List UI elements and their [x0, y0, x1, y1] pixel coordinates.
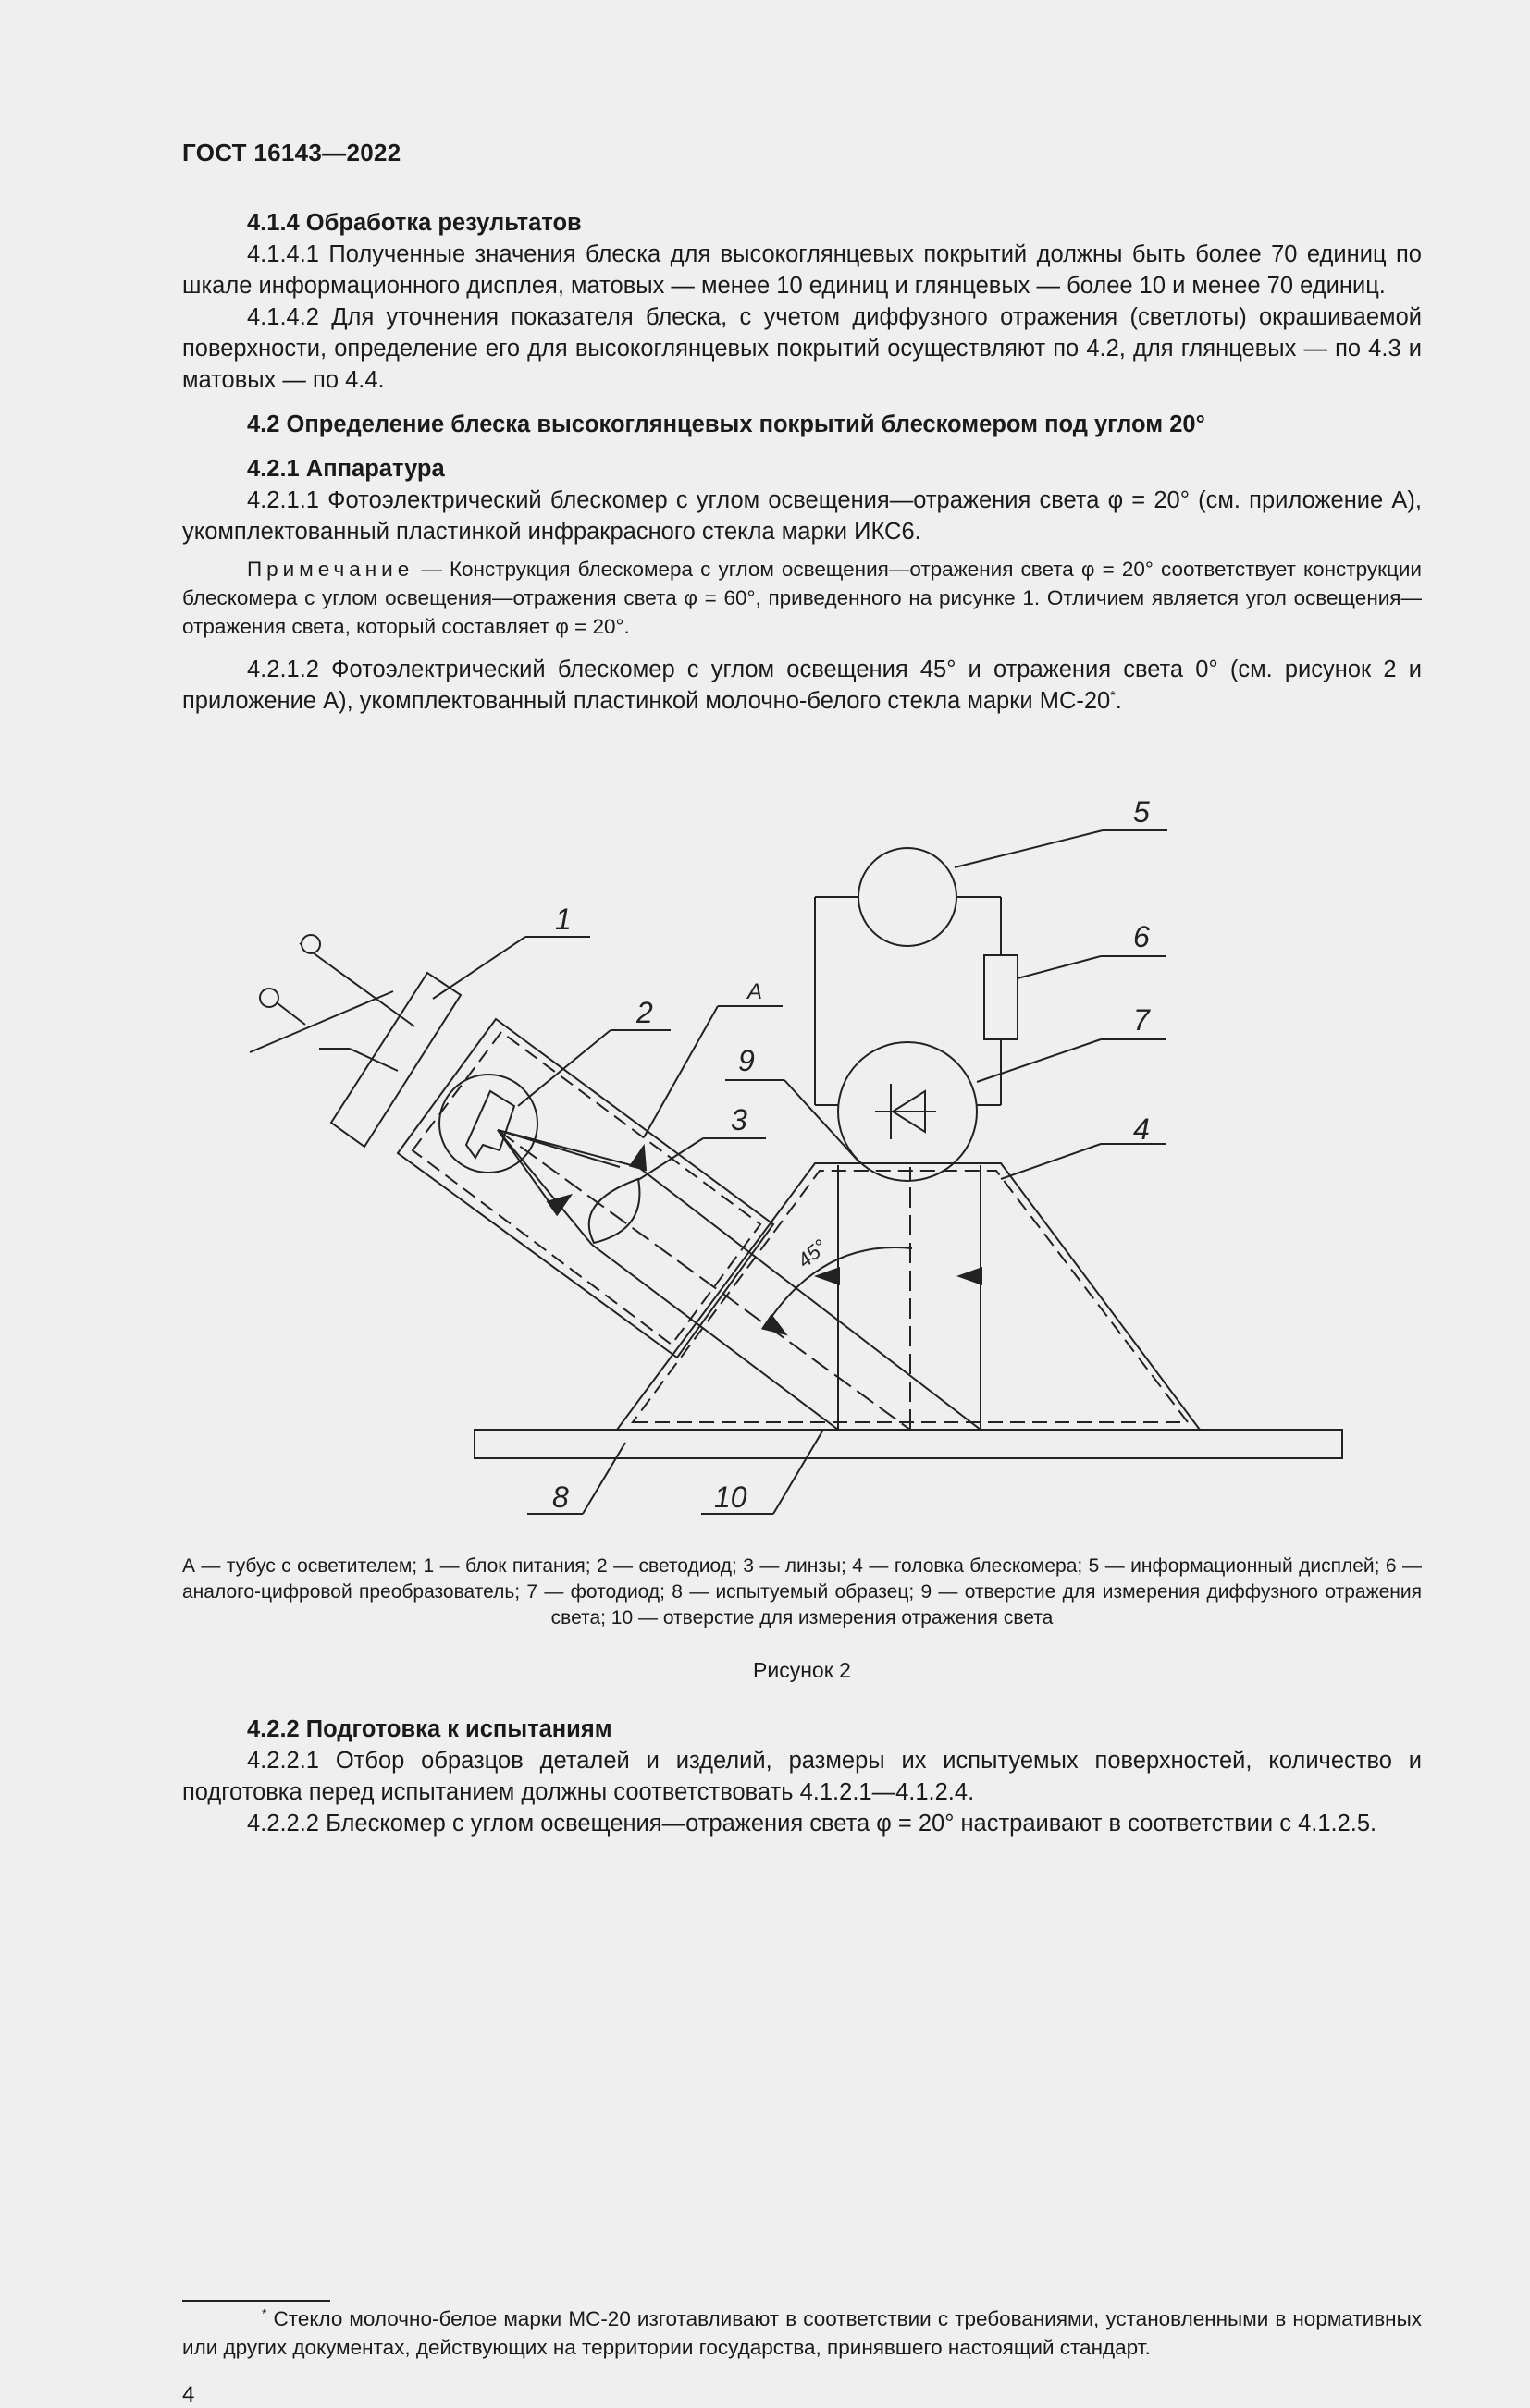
figure-label: 4 — [1133, 1112, 1150, 1146]
footnote-divider — [182, 2300, 330, 2302]
footnote-mark: * — [262, 2305, 267, 2321]
angle-label: 45° — [793, 1235, 832, 1272]
paragraph-4-2-2-2: 4.2.2.2 Блескомер с углом освещения—отражения света φ = 20° настраивают в соответствии с 4.1.2.5. — [247, 1811, 1377, 1837]
note-text: — Конструкция блескомера с углом освещения—отражения света φ = 20° соответствует конструкции блескомера с углом освещения—отражения света φ = 60°, приведенного на рисунке 1. Отличием является угол освещения—отражения света, который составляет φ = 20°. — [182, 558, 1422, 638]
spacer — [182, 440, 1422, 453]
spacer — [182, 396, 1422, 409]
paragraph-4-2-2-1: 4.2.2.1 Отбор образцов деталей и изделий, размеры их испытуемых поверхностей, количество и подготовка перед испытанием должны соответствовать 4.1.2.1—4.1.2.4. — [182, 1748, 1422, 1805]
figure-label: 7 — [1133, 1003, 1150, 1037]
lens — [589, 1179, 640, 1243]
adc-block — [984, 955, 1018, 1039]
figure-legend: А — тубус с осветителем; 1 — блок питания; 2 — светодиод; 3 — линзы; 4 — головка блескомера; 5 — информационный дисплей; 6 — аналого-цифровой преобразователь; 7 — фотодиод; 8 — испытуемый образец; 9 — отверстие для измерения диффузного отражения света; 10 — отверстие для измерения отражения света — [182, 1555, 1422, 1628]
terminal-icon — [302, 935, 320, 953]
footnote-text: Стекло молочно-белое марки МС-20 изготавливают в соответствии с требованиями, установленными в нормативных или других документах, действующих на территории государства, принявшего настоящий стандарт. — [182, 2307, 1422, 2359]
heading-4-2-2: 4.2.2 Подготовка к испытаниям — [247, 1716, 612, 1742]
main-text — [182, 207, 1422, 717]
page-number: 4 — [182, 2382, 195, 2407]
led-icon — [466, 1091, 514, 1158]
paragraph-4-1-4-2: 4.1.4.2 Для уточнения показателя блеска, с учетом диффузного отражения (светлоты) окрашиваемой поверхности, определение его для высокоглянцевых покрытий осуществляют по 4.2, для глянцевых — по 4.3 и матовых — по 4.4. — [182, 304, 1422, 393]
led-circle — [439, 1075, 537, 1173]
note — [182, 555, 1422, 641]
display-circle — [858, 848, 956, 946]
footnote-reference: * — [1110, 687, 1116, 703]
figure-label: 3 — [731, 1103, 747, 1136]
heading-4-2-1: 4.2.1 Аппаратура — [247, 456, 445, 482]
figure-label: 5 — [1133, 795, 1150, 829]
figure-label: 9 — [738, 1044, 755, 1077]
paragraph-4-2-1-2-text: 4.2.1.2 Фотоэлектрический блескомер с углом освещения 45° и отражения света 0° (см. рисунок 2 и приложение А), укомплектованный пластинкой молочно-белого стекла марки МС-20 — [182, 657, 1422, 714]
figure-label: А — [747, 979, 763, 1004]
spacer — [182, 641, 1422, 654]
figure-label: 1 — [555, 903, 572, 936]
power-block — [331, 973, 461, 1147]
gloss-meter-head — [617, 1163, 1200, 1430]
footnote — [182, 2304, 1422, 2362]
figure-label: 8 — [552, 1480, 569, 1514]
figure-label: 6 — [1133, 920, 1150, 953]
paragraph-4-1-4-1: 4.1.4.1 Полученные значения блеска для высокоглянцевых покрытий должны быть более 70 единиц по шкале информационного дисплея, матовых — менее 10 единиц и глянцевых — более 10 и менее 70 единиц. — [182, 241, 1422, 299]
tube-inner-dashed — [413, 1032, 760, 1345]
angle-arc — [768, 1247, 912, 1322]
illuminator-tube — [398, 1019, 773, 1358]
sample-plate — [475, 1430, 1342, 1458]
paragraph-end: . — [1115, 688, 1122, 714]
paragraph-4-2-1-1: 4.2.1.1 Фотоэлектрический блескомер с углом освещения—отражения света φ = 20° (см. приложение А), укомплектованный пластинкой инфракрасного стекла марки ИКС6. — [182, 487, 1422, 545]
figure-label: 10 — [714, 1480, 747, 1514]
document-header: ГОСТ 16143—2022 — [182, 139, 401, 166]
heading-4-1-4: 4.1.4 Обработка результатов — [247, 210, 582, 236]
note-label: Примечание — [247, 558, 414, 581]
figure-2-diagram — [182, 786, 1422, 1535]
figure-label: 2 — [636, 996, 653, 1029]
paragraph-4-2-1-2 — [182, 654, 1422, 717]
figure-caption: Рисунок 2 — [753, 1658, 851, 1682]
heading-4-2: 4.2 Определение блеска высокоглянцевых покрытий блескомером под углом 20° — [247, 412, 1205, 437]
terminal-icon — [260, 989, 278, 1007]
section-4-2-2 — [182, 1714, 1422, 1839]
